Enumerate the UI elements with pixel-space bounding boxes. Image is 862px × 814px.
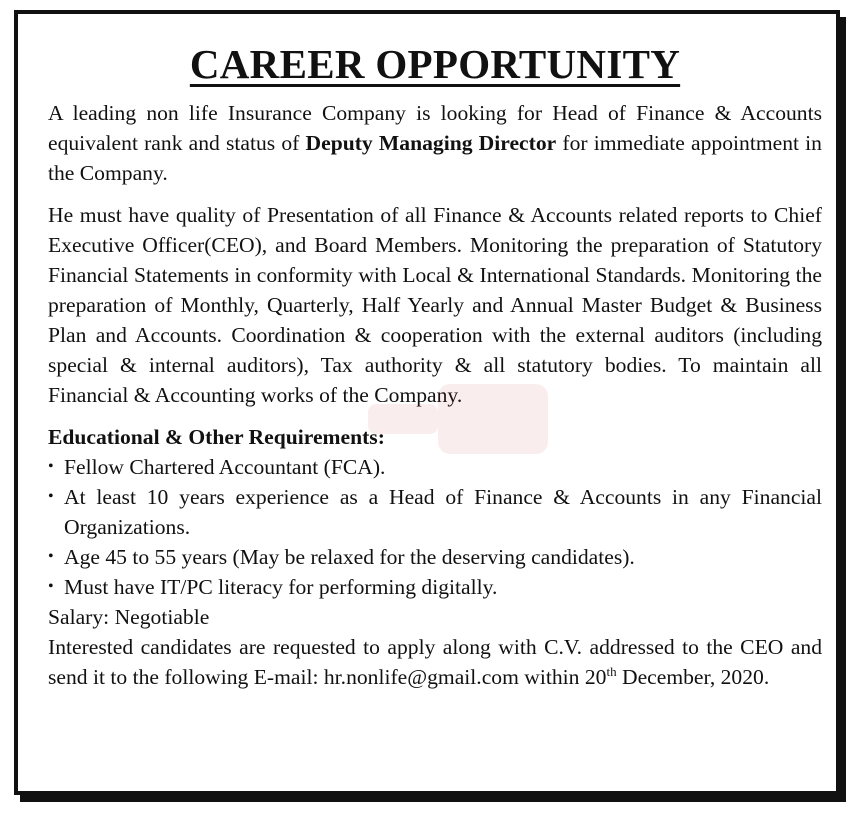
bullet-icon: • — [48, 578, 54, 595]
bullet-icon: • — [48, 458, 54, 475]
salary-line: Salary: Negotiable — [48, 605, 210, 629]
intro-paragraph — [48, 98, 822, 188]
ad-title: CAREER OPPORTUNITY — [189, 41, 681, 87]
position-title: Deputy Managing Director — [305, 131, 557, 155]
date-superscript: th — [606, 663, 617, 679]
requirement-item: • Age 45 to 55 years (May be relaxed for the deserving candidates). — [48, 542, 822, 572]
requirement-item: • At least 10 years experience as a Head of Finance & Accounts in any Financial Organizations. — [48, 482, 822, 542]
application-instructions: Interested candidates are requested to apply along with C.V. addressed to the CEO and send it to the following E-mail: hr.nonlife@gmail.com within 20th December, 2020. — [48, 635, 822, 689]
intro-text-1: A leading non life Insurance Company is looking for Head of Finance & Accounts equivalent rank and status of — [48, 101, 822, 155]
requirement-item: • Must have IT/PC literacy for performing digitally. — [48, 572, 822, 602]
intro-text-2: for immediate appointment in the Company. — [48, 131, 822, 185]
requirements-list — [48, 452, 822, 602]
bullet-icon: • — [48, 548, 54, 565]
requirement-item: • Fellow Chartered Accountant (FCA). — [48, 452, 822, 482]
bullet-icon: • — [48, 488, 54, 505]
duties-paragraph: He must have quality of Presentation of all Finance & Accounts related reports to Chief Executive Officer(CEO), and Board Members. Monitoring the preparation of Statutory Financial Statements in conformity with Local & International Standards. Monitoring the preparation of Monthly, Quarterly, Half Yearly and Annual Master Budget & Business Plan and Accounts. Coordination & cooperation with the external auditors (including special & internal auditors), Tax authority & all statutory bodies. To maintain all Financial & Accounting works of the Company. — [48, 203, 822, 407]
job-advertisement — [14, 10, 840, 795]
requirements-heading: Educational & Other Requirements: — [48, 425, 385, 449]
